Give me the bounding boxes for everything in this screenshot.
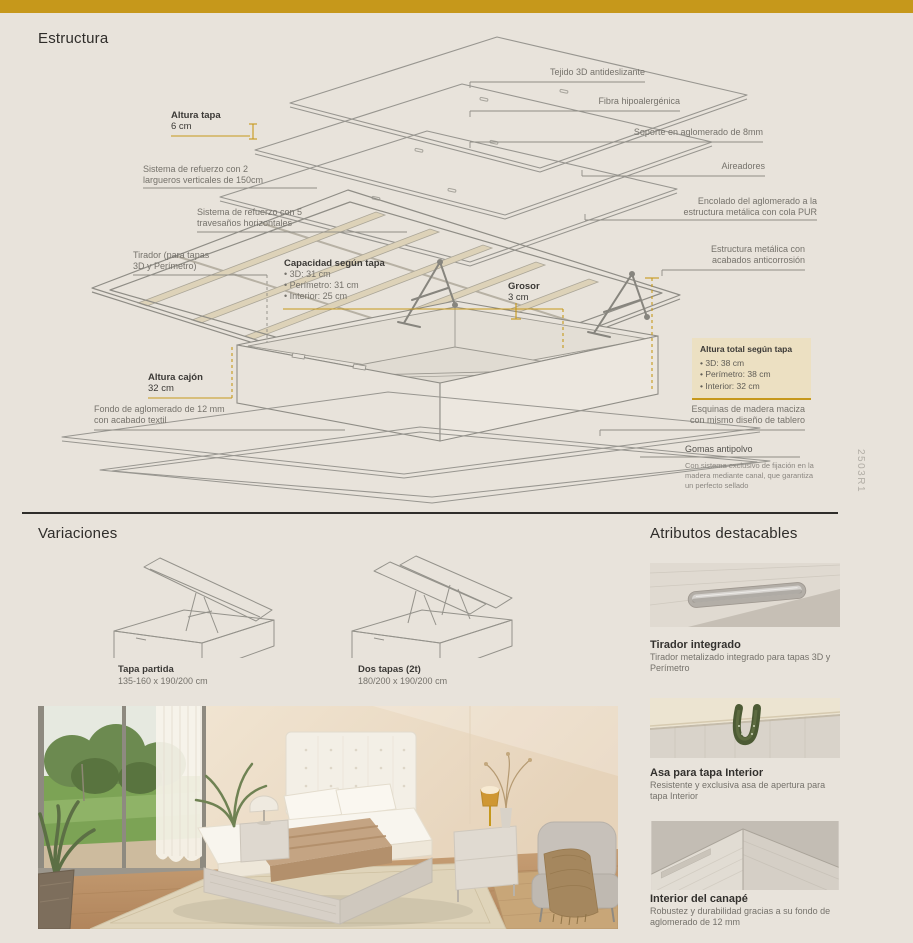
- attr1-title: Tirador integrado: [650, 639, 741, 651]
- label-encolado: Encolado del aglomerado a la estructura metálica con cola PUR: [683, 196, 817, 217]
- label-gomas-desc: Con sistema exclusivo de fijación en la madera mediante canal, que garantiza un perfecto sellado: [685, 461, 814, 490]
- label-aireadores: Aireadores: [721, 161, 765, 171]
- estructura-section-title: Estructura: [38, 30, 109, 47]
- canape-interior-photo: [650, 821, 840, 890]
- variant-dos-tapas-drawing: [338, 553, 538, 658]
- label-tirador: Tirador (para tapas 3D y Perímetro): [133, 250, 210, 271]
- label-refuerzo-travesanos: Sistema de refuerzo con 5 travesaños horizontales: [197, 207, 303, 228]
- label-altura-cajon: Altura cajón 32 cm: [148, 372, 203, 394]
- attr2-title: Asa para tapa Interior: [650, 767, 764, 779]
- variant2-size: 180/200 x 190/200 cm: [358, 676, 448, 686]
- storage-box: [237, 301, 658, 441]
- label-fondo: Fondo de aglomerado de 12 mm con acabado textil: [94, 404, 225, 425]
- variant-tapa-partida-drawing: [100, 553, 300, 658]
- label-estructura-metalica: Estructura metálica con acabados anticorrosión: [710, 244, 805, 265]
- label-capacidad: Capacidad según tapa • 3D: 31 cm • Perímetro: 31 cm • Interior: 25 cm: [284, 258, 385, 301]
- label-tejido: Tejido 3D antideslizante: [549, 67, 645, 77]
- label-fibra: Fibra hipoalergénica: [598, 96, 680, 106]
- label-grosor: Grosor 3 cm: [508, 281, 540, 303]
- document-code: 2503R1: [855, 449, 866, 494]
- window-garden: [38, 706, 206, 878]
- variant1-size: 135-160 x 190/200 cm: [118, 676, 208, 686]
- section-divider: [22, 512, 838, 514]
- attr3-desc: Robustez y durabilidad gracias a su fondo de aglomerado de 12 mm: [650, 906, 831, 927]
- attr2-desc: Resistente y exclusiva asa de apertura para tapa Interior: [650, 780, 826, 801]
- label-altura-tapa: Altura tapa 6 cm: [171, 110, 221, 132]
- attr1-desc: Tirador metalizado integrado para tapas 3D y Perímetro: [650, 652, 831, 673]
- bedroom-photo: [38, 706, 618, 929]
- fabric-loop-handle-photo: [650, 698, 840, 758]
- variaciones-section-title: Variaciones: [38, 525, 118, 542]
- variant2-name: Dos tapas (2t): [358, 664, 421, 675]
- atributos-section-title: Atributos destacables: [650, 525, 798, 542]
- attr3-title: Interior del canapé: [650, 893, 748, 905]
- label-esquinas: Esquinas de madera maciza con mismo diseño de tablero: [689, 404, 805, 425]
- label-soporte: Soporte en aglomerado de 8mm: [633, 127, 763, 137]
- altura-total-highlight-box: Altura total según tapa • 3D: 38 cm • Perímetro: 38 cm • Interior: 32 cm: [692, 338, 811, 400]
- label-gomas-title: Gomas antipolvo: [685, 444, 753, 454]
- integrated-handle-photo: [650, 563, 840, 627]
- label-refuerzo-largueros: Sistema de refuerzo con 2 largueros verticales de 150cm: [143, 164, 264, 185]
- variant1-name: Tapa partida: [118, 664, 174, 675]
